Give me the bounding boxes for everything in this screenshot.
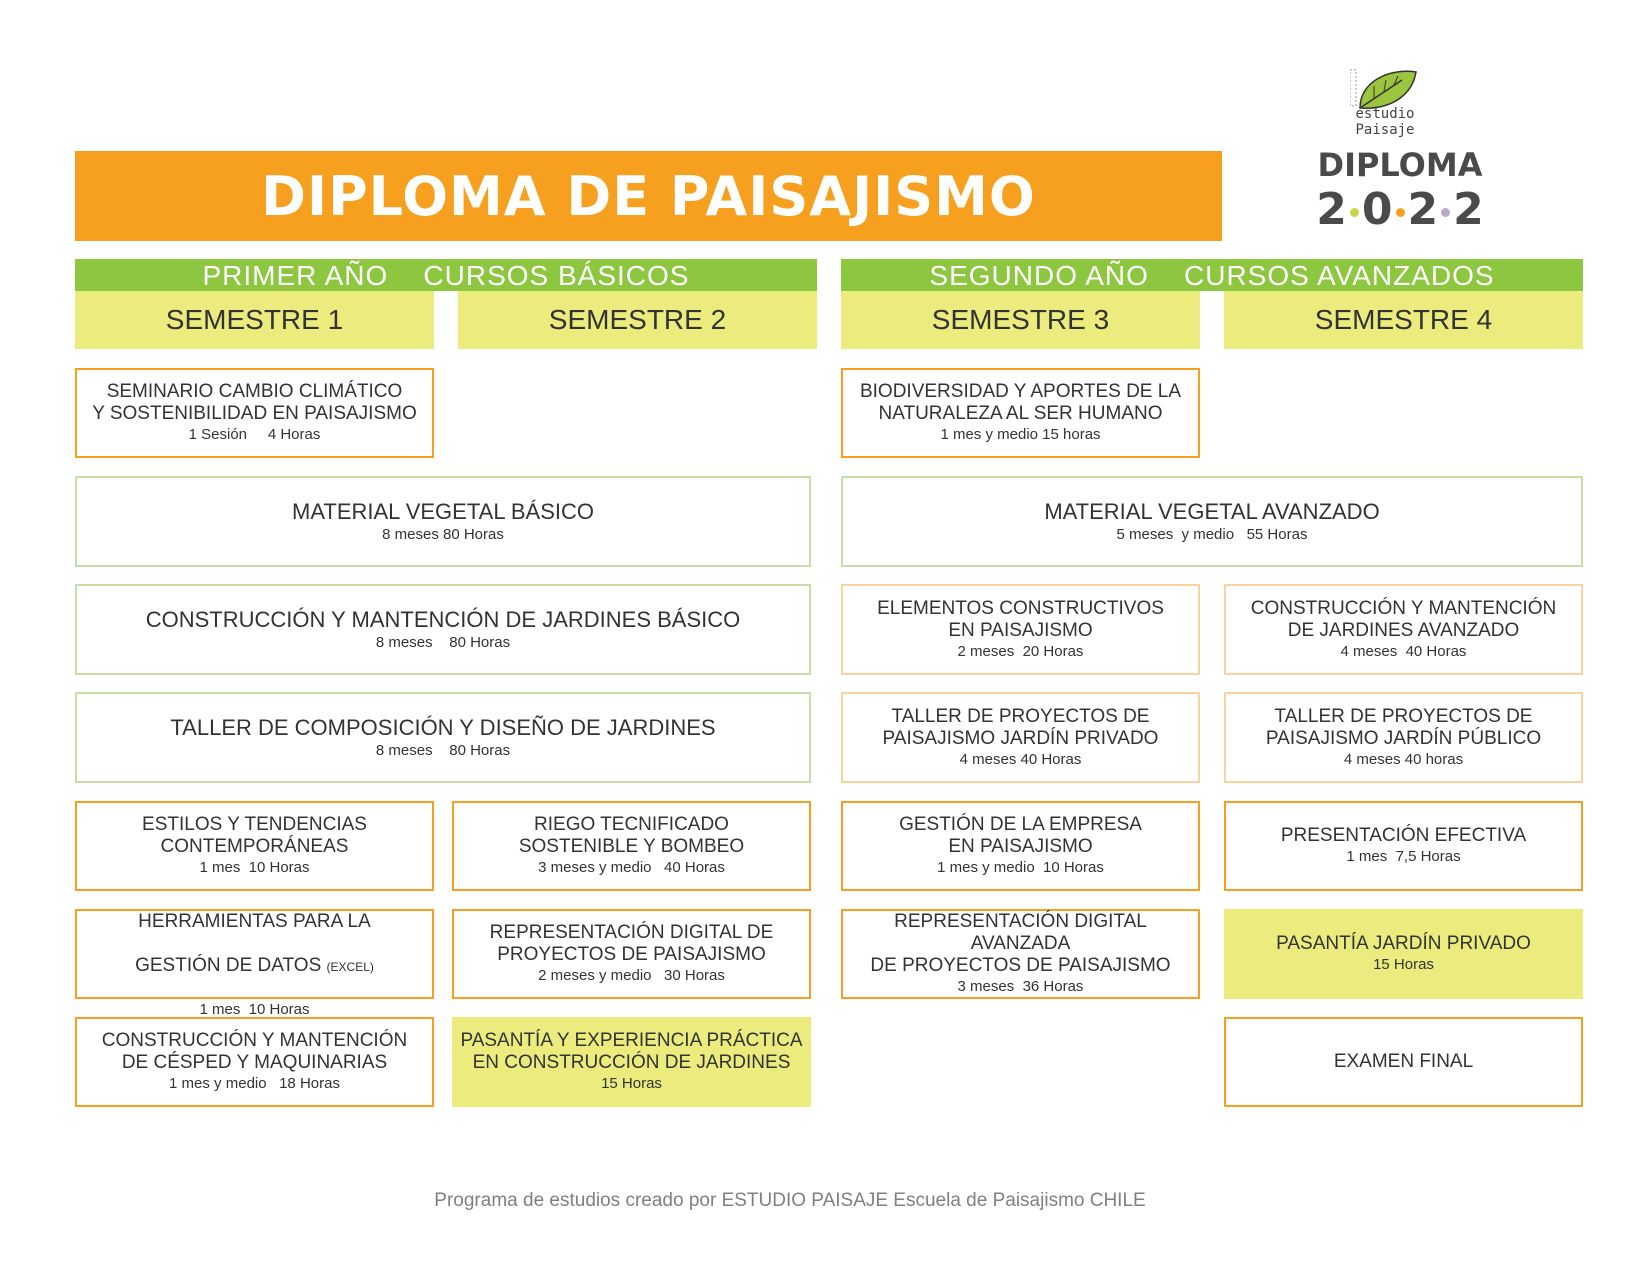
semester-3-header: SEMESTRE 3 <box>841 291 1200 349</box>
brand-name: estudio Paisaje <box>1355 106 1415 138</box>
leaf-icon <box>1350 66 1420 111</box>
course-construccion-cesped: CONSTRUCCIÓN Y MANTENCIÓN DE CÉSPED Y MAQUINARIAS 1 mes y medio 18 Horas <box>75 1017 434 1107</box>
dot-icon <box>1441 208 1450 217</box>
semester-2-header: SEMESTRE 2 <box>458 291 817 349</box>
course-seminario-cambio-climatico: SEMINARIO CAMBIO CLIMÁTICO Y SOSTENIBILIDAD EN PAISAJISMO 1 Sesión 4 Horas <box>75 368 434 458</box>
course-construccion-jardines-basico: CONSTRUCCIÓN Y MANTENCIÓN DE JARDINES BÁSICO 8 meses 80 Horas <box>75 584 811 675</box>
logo-word: DIPLOMA <box>1317 146 1483 184</box>
course-elementos-constructivos: ELEMENTOS CONSTRUCTIVOS EN PAISAJISMO 2 meses 20 Horas <box>841 584 1200 675</box>
logo <box>1316 66 1500 246</box>
course-representacion-digital-avanzada: REPRESENTACIÓN DIGITAL AVANZADA DE PROYECTOS DE PAISAJISMO 3 meses 36 Horas <box>841 909 1200 999</box>
course-presentacion-efectiva: PRESENTACIÓN EFECTIVA 1 mes 7,5 Horas <box>1224 801 1583 891</box>
course-riego-tecnificado: RIEGO TECNIFICADO SOSTENIBLE Y BOMBEO 3 meses y medio 40 Horas <box>452 801 811 891</box>
course-taller-proyectos-privado: TALLER DE PROYECTOS DE PAISAJISMO JARDÍN PRIVADO 4 meses 40 Horas <box>841 692 1200 783</box>
dot-icon <box>1396 208 1405 217</box>
year1-header: PRIMER AÑO CURSOS BÁSICOS <box>75 259 817 291</box>
course-taller-proyectos-publico: TALLER DE PROYECTOS DE PAISAJISMO JARDÍN PÚBLICO 4 meses 40 horas <box>1224 692 1583 783</box>
course-biodiversidad: BIODIVERSIDAD Y APORTES DE LA NATURALEZA AL SER HUMANO 1 mes y medio 15 horas <box>841 368 1200 458</box>
page-title: DIPLOMA DE PAISAJISMO <box>261 164 1036 228</box>
logo-year: 2 0 2 2 <box>1316 184 1484 235</box>
course-pasantia-jardin-privado: PASANTÍA JARDÍN PRIVADO 15 Horas <box>1224 909 1583 999</box>
semester-1-header: SEMESTRE 1 <box>75 291 434 349</box>
footer-credit: Programa de estudios creado por ESTUDIO PAISAJE Escuela de Paisajismo CHILE <box>434 1190 1146 1211</box>
course-material-vegetal-basico: MATERIAL VEGETAL BÁSICO 8 meses 80 Horas <box>75 476 811 567</box>
course-examen-final: EXAMEN FINAL <box>1224 1017 1583 1107</box>
course-gestion-empresa: GESTIÓN DE LA EMPRESA EN PAISAJISMO 1 mes y medio 10 Horas <box>841 801 1200 891</box>
dot-icon <box>1350 208 1359 217</box>
course-herramientas-gestion-datos: HERRAMIENTAS PARA LA GESTIÓN DE DATOS (EXCEL) 1 mes 10 Horas <box>75 909 434 999</box>
course-material-vegetal-avanzado: MATERIAL VEGETAL AVANZADO 5 meses y medio 55 Horas <box>841 476 1583 567</box>
course-representacion-digital: REPRESENTACIÓN DIGITAL DE PROYECTOS DE PAISAJISMO 2 meses y medio 30 Horas <box>452 909 811 999</box>
course-estilos-tendencias: ESTILOS Y TENDENCIAS CONTEMPORÁNEAS 1 mes 10 Horas <box>75 801 434 891</box>
course-construccion-jardines-avanzado: CONSTRUCCIÓN Y MANTENCIÓN DE JARDINES AVANZADO 4 meses 40 Horas <box>1224 584 1583 675</box>
year2-header: SEGUNDO AÑO CURSOS AVANZADOS <box>841 259 1583 291</box>
course-pasantia-experiencia-practica: PASANTÍA Y EXPERIENCIA PRÁCTICA EN CONSTRUCCIÓN DE JARDINES 15 Horas <box>452 1017 811 1107</box>
title-banner <box>75 151 1222 241</box>
course-taller-composicion-diseno: TALLER DE COMPOSICIÓN Y DISEÑO DE JARDINES 8 meses 80 Horas <box>75 692 811 783</box>
semester-4-header: SEMESTRE 4 <box>1224 291 1583 349</box>
